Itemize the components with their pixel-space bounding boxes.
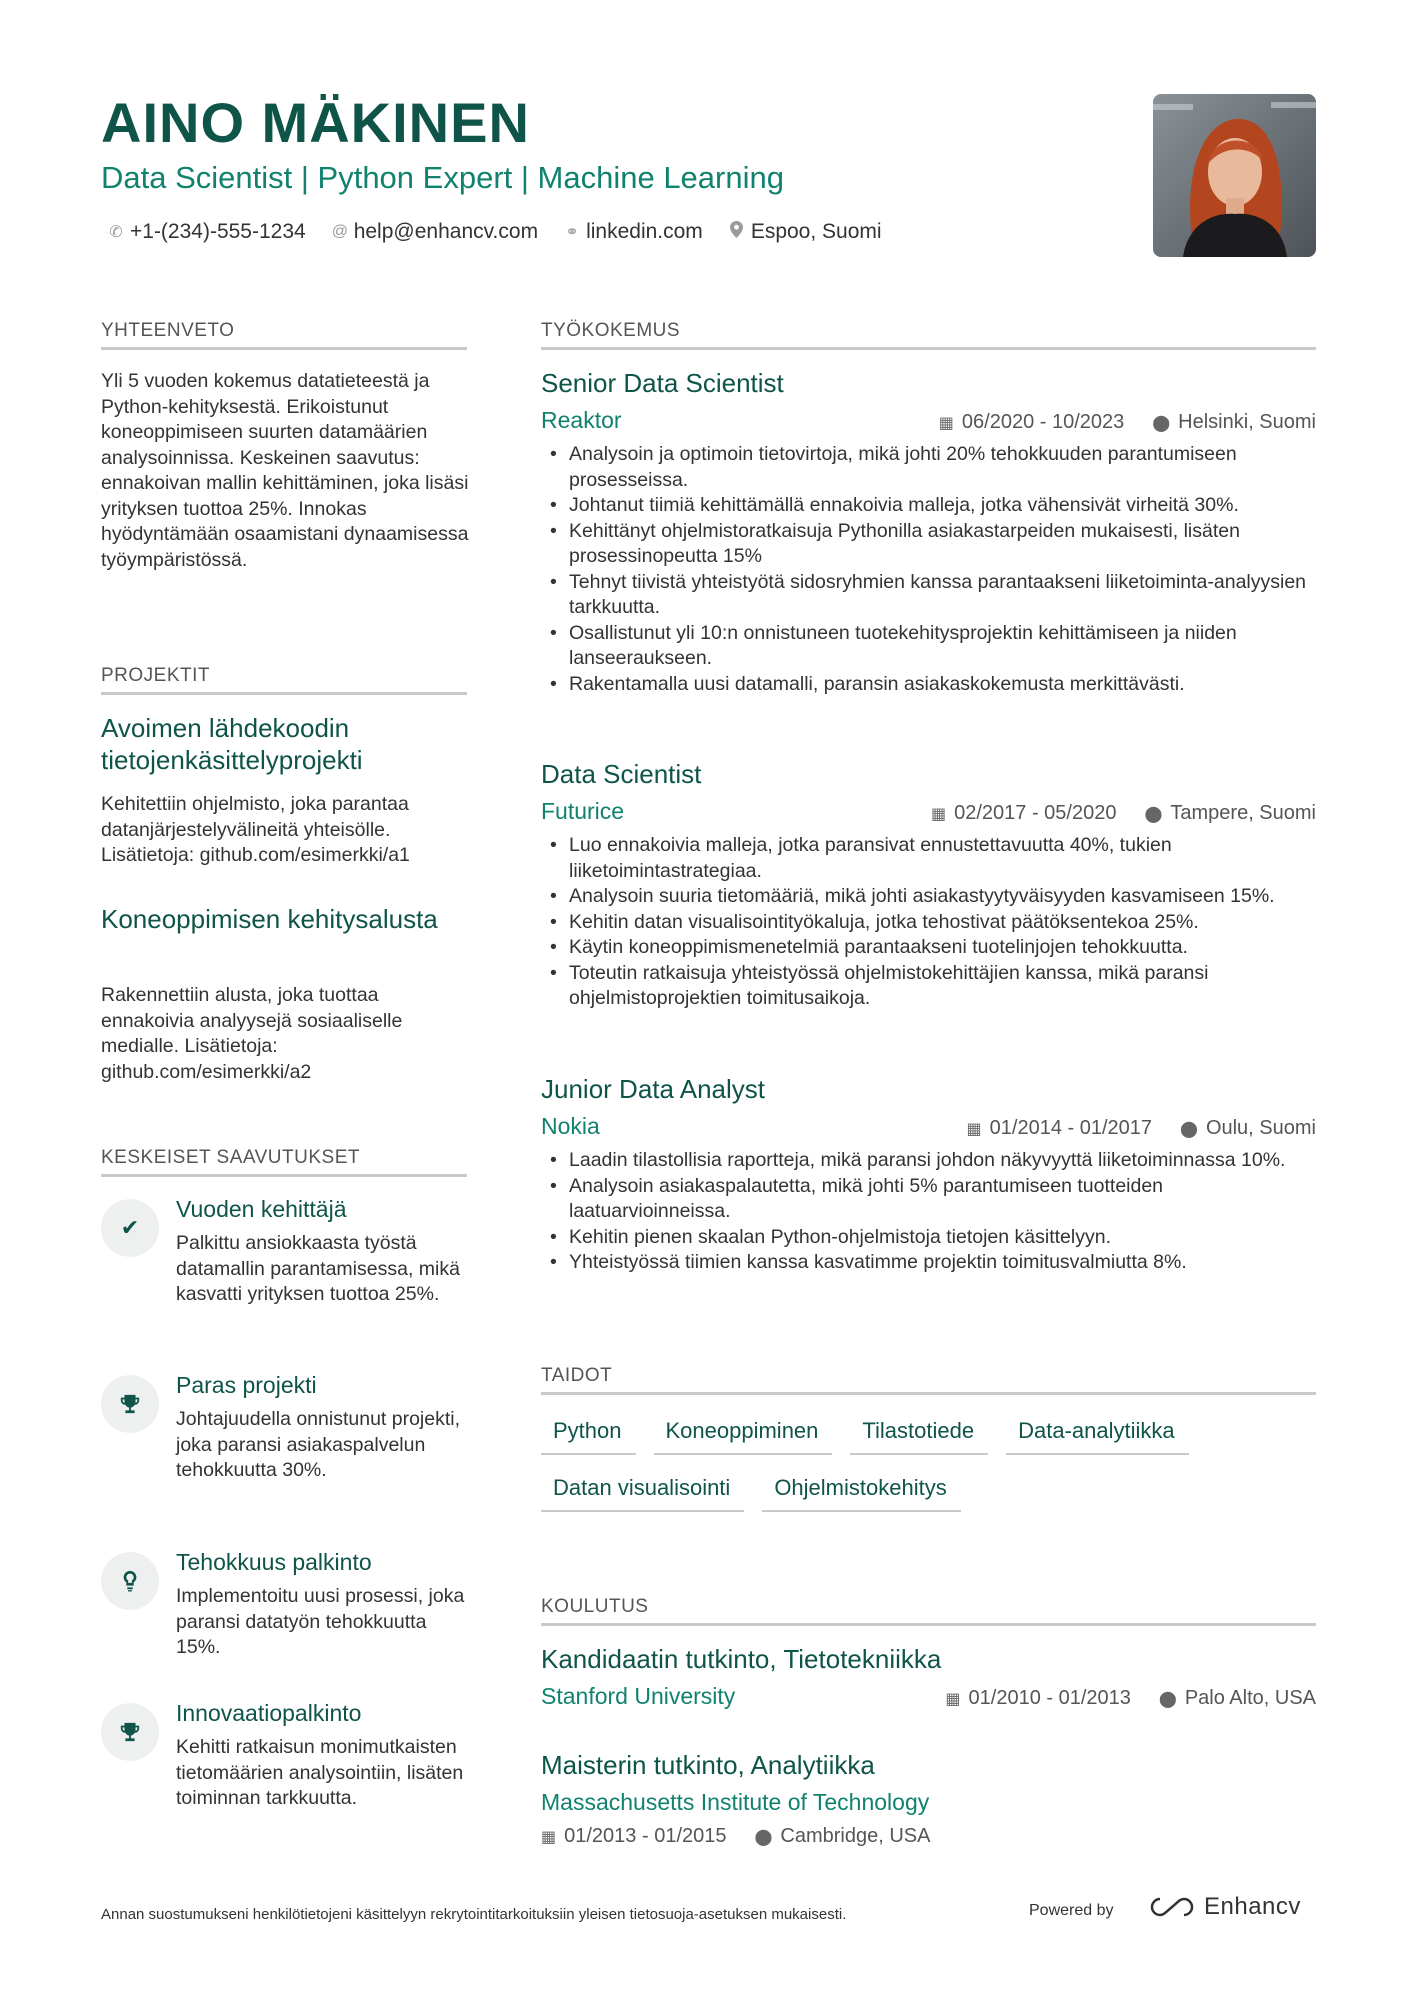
location-text: Espoo, Suomi (750, 220, 882, 243)
link-icon: ⚭ (565, 224, 579, 241)
degree-title: Kandidaatin tutkinto, Tietotekniikka (541, 1644, 942, 1674)
skills-list (541, 1412, 1321, 1512)
achievement-description: Kehitti ratkaisun monimutkaisten tietomäärien analysointiin, lisäten toiminnan tarkkuutta. (176, 1736, 464, 1809)
calendar-icon: ▦ (945, 1691, 961, 1708)
headline: Data Scientist | Python Expert | Machine Learning (101, 160, 784, 195)
location-icon (729, 221, 745, 243)
education-location: ⬤ Palo Alto, USA (1158, 1687, 1316, 1709)
list-item: • Toteutin ratkaisuja yhteistyössä ohjelmistokehittäjien kanssa, mikä paransi ohjelmistoprojektien toimitusaikoja. (545, 961, 1315, 1012)
project-description: Rakennettiin alusta, joka tuottaa ennakoivia analyysejä sosiaaliselle medialle. Lisätietoja: github.com/esimerkki/a2 (101, 984, 403, 1083)
list-item: • Osallistunut yli 10:n onnistuneen tuotekehitysprojektin kehittämiseen ja niiden lanseeraukseen. (545, 621, 1315, 672)
list-item: • Analysoin suuria tietomääriä, mikä johti asiakastyytyväisyyden kasvamiseen 15%. (545, 884, 1315, 910)
achievement-description: Palkittu ansiokkaasta työstä datamallin parantamisessa, mikä kasvatti yrityksen tuottoa 25%. (176, 1232, 460, 1305)
location-icon: ⬤ (754, 1829, 773, 1846)
profile-photo (1153, 94, 1316, 257)
calendar-icon: ▦ (930, 806, 947, 823)
achievement-title: Tehokkuus palkinto (176, 1549, 372, 1575)
achievement-title: Paras projekti (176, 1372, 317, 1398)
experience-heading: TYÖKOKEMUS (541, 320, 1316, 350)
job-bullets (545, 1148, 1315, 1276)
job-location: ⬤ Tampere, Suomi (1144, 802, 1316, 824)
education-dates: ▦ 01/2013 - 01/2015 (541, 1825, 727, 1847)
education-meta-row (541, 1825, 930, 1848)
job-dates: ▦ 01/2014 - 01/2017 (966, 1117, 1153, 1139)
job-dates: ▦ 02/2017 - 05/2020 (930, 802, 1117, 824)
consent-text: Annan suostumukseni henkilötietojeni käsittelyyn rekrytointitarkoituksiin yleisen tietosuoja-asetuksen mukaisesti. (101, 1906, 847, 1923)
email-text: help@enhancv.com (353, 220, 539, 243)
list-item: • Kehitin datan visualisointityökaluja, jotka tehostivat päätöksentekoa 25%. (545, 910, 1315, 936)
skills-heading: TAIDOT (541, 1365, 1316, 1395)
calendar-icon: ▦ (938, 415, 954, 432)
contact-bar (108, 220, 882, 244)
linkedin-text: linkedin.com (586, 220, 703, 243)
achievement-description: Implementoitu uusi prosessi, joka paransi datatyön tehokkuutta 15%. (176, 1585, 465, 1658)
contact-linkedin[interactable] (564, 220, 703, 244)
education-heading: KOULUTUS (541, 1596, 1316, 1626)
list-item: • Luo ennakoivia malleja, jotka paransivat ennustettavuutta 40%, tukien liiketoimintastrategiaa. (545, 833, 1315, 884)
school-name: Massachusetts Institute of Technology (541, 1789, 930, 1815)
phone-icon: ✆ (109, 224, 123, 241)
brand-name: Enhancv (1204, 1893, 1301, 1920)
trophy-icon (101, 1375, 159, 1433)
company-name: Reaktor (541, 407, 622, 433)
school-name: Stanford University (541, 1683, 736, 1709)
education-meta-row (541, 1683, 1316, 1710)
powered-by-label: Powered by (1029, 1902, 1114, 1919)
phone-text: +1-(234)-555-1234 (130, 220, 306, 243)
list-item: • Analysoin asiakaspalautetta, mikä johti 5% parantumiseen tuotteiden laatuarvioinneissa. (545, 1174, 1315, 1225)
calendar-icon: ▦ (966, 1121, 982, 1138)
at-icon: @ (331, 223, 348, 240)
achievement-title: Innovaatiopalkinto (176, 1700, 362, 1726)
achievement-title: Vuoden kehittäjä (176, 1196, 347, 1222)
list-item: • Yhteistyössä tiimien kanssa kasvatimme projektin toimitusvalmiutta 8%. (545, 1250, 1315, 1276)
list-item: • Laadin tilastollisia raportteja, mikä paransi johdon näkyvyyttä liiketoiminnassa 10%. (545, 1148, 1315, 1174)
skill-tag: Tilastotiede (850, 1412, 988, 1455)
list-item: • Rakentamalla uusi datamalli, paransin asiakaskokemusta merkittävästi. (545, 672, 1315, 698)
project-title: Avoimen lähdekoodin tietojenkäsittelyprojekti (101, 713, 363, 775)
education-location: ⬤ Cambridge, USA (754, 1825, 931, 1847)
skill-tag: Koneoppiminen (654, 1412, 833, 1455)
education-dates: ▦ 01/2010 - 01/2013 (945, 1687, 1131, 1709)
job-location: ⬤ Oulu, Suomi (1180, 1117, 1316, 1139)
enhancv-logo-icon (1148, 1895, 1196, 1919)
location-icon: ⬤ (1144, 806, 1163, 823)
projects-heading: PROJEKTIT (101, 665, 467, 695)
contact-phone[interactable] (108, 220, 306, 244)
list-item: • Johtanut tiimiä kehittämällä ennakoivia malleja, jotka vähensivät virheitä 30%. (545, 493, 1315, 519)
job-meta-row (541, 798, 1316, 825)
trophy-icon (101, 1703, 159, 1761)
lightbulb-icon (101, 1552, 159, 1610)
list-item: • Kehittänyt ohjelmistoratkaisuja Pythonilla asiakastarpeiden mukaisesti, lisäten prosessinopeutta 15% (545, 519, 1315, 570)
location-icon: ⬤ (1152, 415, 1171, 432)
list-item: • Analysoin ja optimoin tietovirtoja, mikä johti 20% tehokkuuden parantumiseen prosesseissa. (545, 442, 1315, 493)
contact-location (729, 220, 882, 244)
job-title: Junior Data Analyst (541, 1074, 766, 1104)
skill-tag: Data-analytiikka (1006, 1412, 1189, 1455)
job-dates: ▦ 06/2020 - 10/2023 (938, 411, 1125, 433)
skill-tag: Ohjelmistokehitys (762, 1469, 960, 1512)
list-item: • Tehnyt tiivistä yhteistyötä sidosryhmien kanssa parantaakseni liiketoiminta-analyysien tarkkuutta. (545, 570, 1315, 621)
job-bullets (545, 442, 1315, 697)
job-title: Data Scientist (541, 759, 702, 789)
job-location: ⬤ Helsinki, Suomi (1152, 411, 1316, 433)
location-icon: ⬤ (1158, 1691, 1177, 1708)
summary-heading: YHTEENVETO (101, 320, 467, 350)
education-school-row (541, 1789, 1316, 1816)
check-icon: ✔ (101, 1199, 159, 1257)
project-description: Kehitettiin ohjelmisto, joka parantaa datanjärjestelyvälineitä yhteisölle. Lisätietoja: github.com/esimerkki/a1 (101, 793, 410, 866)
contact-email[interactable] (332, 220, 538, 244)
skill-tag: Datan visualisointi (541, 1469, 744, 1512)
skill-tag: Python (541, 1412, 636, 1455)
calendar-icon: ▦ (541, 1829, 557, 1846)
company-name: Futurice (541, 798, 625, 824)
job-title: Senior Data Scientist (541, 368, 784, 398)
list-item: • Kehitin pienen skaalan Python-ohjelmistoja tietojen käsittelyyn. (545, 1225, 1315, 1251)
job-bullets (545, 833, 1315, 1012)
job-meta-row (541, 1113, 1316, 1140)
enhancv-logo[interactable] (1148, 1893, 1301, 1921)
company-name: Nokia (541, 1113, 600, 1139)
project-title: Koneoppimisen kehitysalusta (101, 904, 438, 934)
candidate-name: AINO MÄKINEN (101, 91, 530, 154)
achievements-heading: KESKEISET SAAVUTUKSET (101, 1147, 467, 1177)
summary-text: Yli 5 vuoden kokemus datatieteestä ja Python-kehityksestä. Erikoistunut koneoppimiseen suurten datamäärien analysoinnissa. Keskeinen saavutus: ennakoivan mallin kehittäminen, joka lisäsi yrityksen tuottoa 25%. Innokas hyödyntämään osaamistani dynaamisessa työympäristössä. (101, 370, 469, 571)
degree-title: Maisterin tutkinto, Analytiikka (541, 1750, 875, 1780)
location-icon: ⬤ (1180, 1121, 1198, 1138)
list-item: • Käytin koneoppimismenetelmiä parantaakseni tuotelinjojen tehokkuutta. (545, 935, 1315, 961)
achievement-description: Johtajuudella onnistunut projekti, joka paransi asiakaspalvelun tehokkuutta 30%. (176, 1408, 461, 1481)
job-meta-row (541, 407, 1316, 434)
